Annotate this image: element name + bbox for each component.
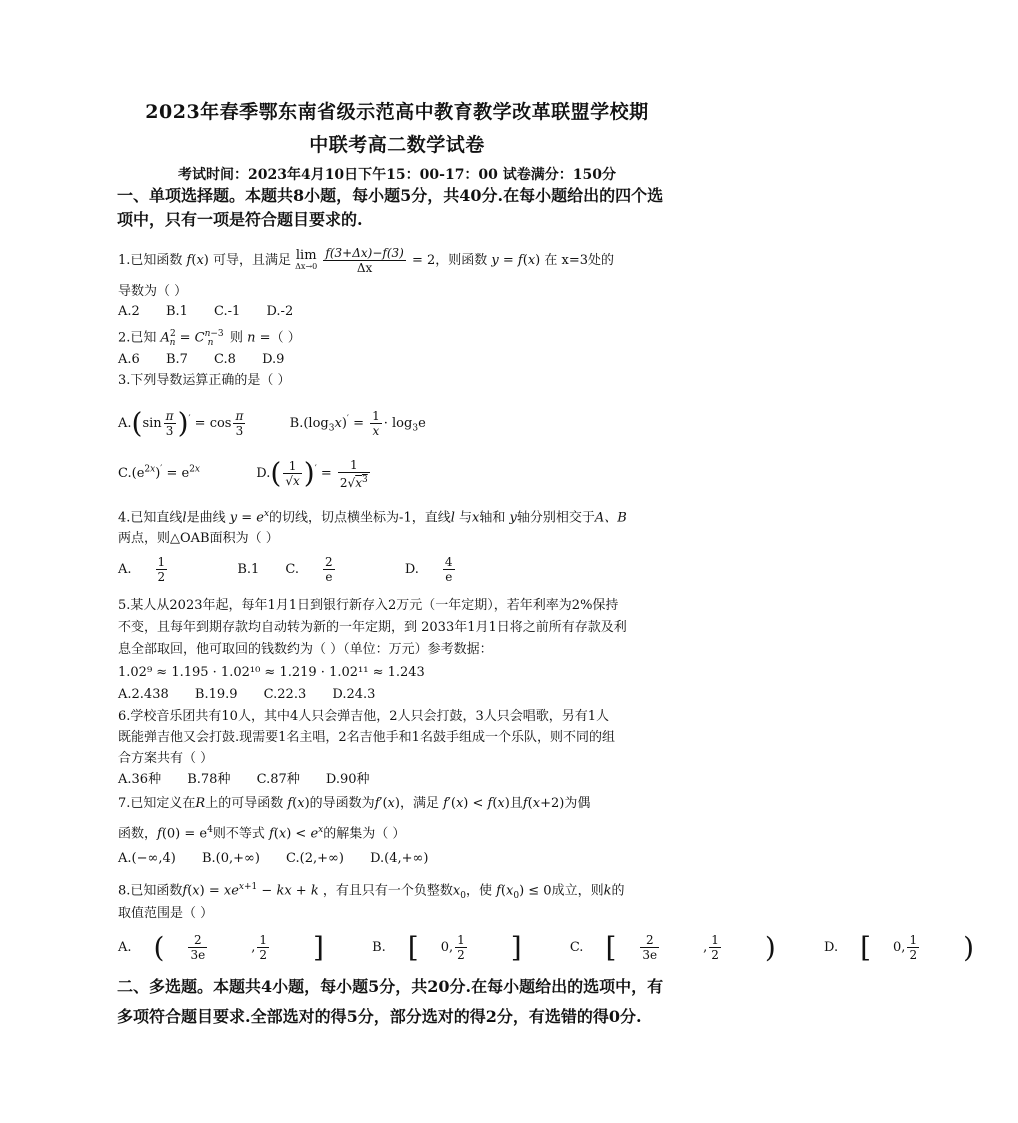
q7-stem-line1: 7.已知定义在R上的可导函数 f(x)的导函数为f′(x)，满足 f′(x) < f(x)且f(x+2)为偶 [118,796,591,811]
section1-heading [117,184,677,232]
q5-option-c[interactable]: C.22.3 [263,687,307,702]
q1-fraction: $\frac{f(3+\Delta x)-f(3)}{\Delta x}$ [325,246,404,275]
q6-option-c[interactable]: C.87种 [256,772,300,787]
q8-stem-line1: 8.已知函数$f(x) = xe^{x+1}$ − kx + k ，有且只有一个负整数$x_0$，使 $f(x_0) \le 0$成立，则k的 [118,882,625,901]
q5-stem-line2: 不变，且每年到期存款均自动转为新的一年定期，到 2033年1月1日将之前所有存款及利 [118,620,627,635]
q7-option-b[interactable]: B.(0,+∞) [201,851,260,866]
q4-options [118,554,521,586]
q4-option-c[interactable]: C. $\frac{2}{e}$ [285,555,333,584]
q1-stem-line2: 导数为（ ） [118,284,188,299]
q5-option-a[interactable]: A.2.438 [118,687,169,702]
q5-reference-data: 1.02⁹ ≈ 1.195 · 1.02¹⁰ ≈ 1.219 · 1.02¹¹ ≈ 1.243 [118,665,425,680]
section2-heading [117,975,677,1029]
q3-option-d[interactable]: D.( $\frac{1}{√x}$ )′ = $\frac{1}{2√x^3}$ [256,456,368,490]
section1-line1: 一、单项选择题。本题共8小题，每小题5分，共40分.在每小题给出的四个选 [117,186,664,205]
q2-stem: 2.已知 $A^2_n = C^{n-3}_n$ 则 n =（ ） [118,329,301,348]
q7-options [118,850,450,868]
q1-option-c[interactable]: C.-1 [214,304,241,319]
q6-stem-line1: 6.学校音乐团共有10人，其中4人只会弹吉他，2人只会打鼓，3人只会唱歌，另有1人 [118,709,610,724]
q5-option-b[interactable]: B.19.9 [194,687,238,702]
q2-option-a[interactable]: A.6 [118,352,140,367]
q8-option-b[interactable]: B. [ 0, $\frac{1}{2}$ ] [372,930,522,964]
q5-stem-line3: 息全部取回，他可取回的钱数约为（ ）（单位：万元）参考数据： [118,642,493,657]
q6-options [118,771,392,789]
q6-option-a[interactable]: A.36种 [118,772,162,787]
q3-options-row2 [118,452,372,492]
q4-option-b[interactable]: B.1 [237,562,260,577]
exam-title-line2: 中联考高二数学试卷 [309,134,485,156]
q1-limit: lim Δx→0 [295,248,318,271]
q3-options-row1 [118,402,426,447]
q7-option-a[interactable]: A.(−∞,4) [118,851,176,866]
q5-option-d[interactable]: D.24.3 [332,687,376,702]
section1-line2: 项中，只有一项是符合题目要求的. [117,210,363,229]
q4-option-d[interactable]: D. $\frac{4}{e}$ [404,555,453,584]
q6-option-d[interactable]: D.90种 [325,772,370,787]
q2-option-d[interactable]: D.9 [262,352,285,367]
section2-line1: 二、多选题。本题共4小题，每小题5分，共20分.在每小题给出的选项中，有 [117,977,664,996]
q7-stem-line2: 函数，$f(0) = e^4$则不等式 $f(x) < e^x$的解集为（ ） [118,825,406,842]
q3-stem: 3.下列导数运算正确的是（ ） [118,373,291,388]
q8-option-d[interactable]: D. [ 0, $\frac{1}{2}$ ) [824,930,975,964]
q6-stem-line2: 既能弹吉他又会打鼓.现需要1名主唱，2名吉他手和1名鼓手组成一个乐队，则不同的组 [118,730,615,745]
q3-option-a[interactable]: A.(sin $\frac{\pi}{3}$ )′ = cos $\frac{\pi}{3}$ [118,406,244,440]
q2-option-b[interactable]: B.7 [165,352,188,367]
q7-option-c[interactable]: C.(2,+∞) [286,851,344,866]
q3-option-b[interactable]: $B.(\log_3x)'$ = $\frac{1}{x}$ · $\log_3e$ [289,409,426,439]
q1-option-b[interactable]: B.1 [165,304,188,319]
q1-stem: 1.已知函数 f(x) 可导，且满足 lim Δx→0 $\frac{f(3+\Delta x)-f(3)}{\Delta x}$ = 2，则函数 y = f(x) 在 x=3处的 [118,246,615,275]
q8-option-c[interactable]: C. [ $\frac{2}{3e}$ , $\frac{1}{2}$ ) [569,930,776,964]
q8-options [118,930,1018,966]
q5-options [118,686,397,704]
q4-option-a[interactable]: A. $\frac{1}{2}$ [118,555,166,584]
q2-option-c[interactable]: C.8 [214,352,236,367]
q4-stem: 4.已知直线l是曲线 $y = e^x$的切线，切点横坐标为-1，直线l 与x轴和 y轴分别相交于A、B [118,509,627,526]
section2-line2: 多项符合题目要求.全部选对的得5分，部分选对的得2分，有选错的得0分. [117,1007,642,1026]
q5-stem-line1: 5.某人从2023年起，每年1月1日到银行新存入2万元（一年定期），若年利率为2%保持 [118,598,619,613]
exam-info: 考试时间：2023年4月10日下午15：00-17：00 试卷满分：150分 [177,167,617,183]
q1-option-a[interactable]: A.2 [118,304,140,319]
q7-option-d[interactable]: D.(4,+∞) [370,851,429,866]
q8-option-a[interactable]: A. ( $\frac{2}{3e}$ , $\frac{1}{2}$ ] [118,930,324,964]
q8-stem-line2: 取值范围是（ ） [118,906,214,921]
q2-options [118,351,306,369]
exam-title-line1: 2023年春季鄂东南省级示范高中教育教学改革联盟学校期 [145,101,649,123]
q6-stem-line3: 合方案共有（ ） [118,751,214,766]
q1-option-d[interactable]: D.-2 [266,304,294,319]
q4-stem-line2: 两点，则△OAB面积为（ ） [118,531,279,546]
q6-option-b[interactable]: B.78种 [187,772,231,787]
q3-option-c[interactable]: $C.(e^{2x})' = e^{2x}$ [118,465,200,482]
q1-options [118,303,315,321]
